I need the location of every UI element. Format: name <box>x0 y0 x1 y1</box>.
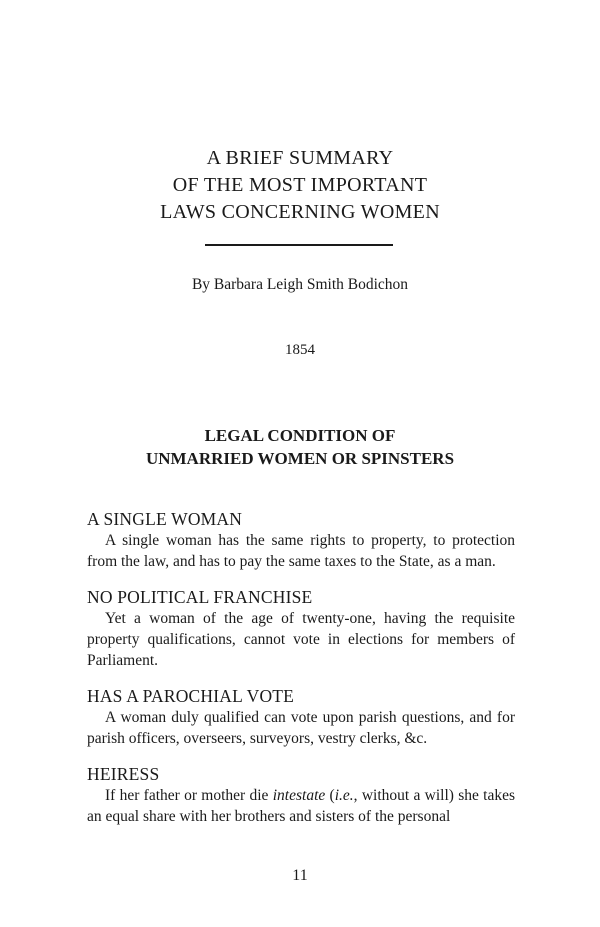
entry-single-woman <box>87 508 515 572</box>
entry-heading: HAS A PAROCHIAL VOTE <box>87 686 295 706</box>
publication-year: 1854 <box>285 342 315 358</box>
entry-parochial-vote <box>87 685 515 749</box>
title-divider <box>205 244 393 246</box>
author-byline: By Barbara Leigh Smith Bodichon <box>191 276 409 293</box>
entry-heading: NO POLITICAL FRANCHISE <box>87 587 313 607</box>
entry-paragraph: A single woman has the same rights to property, to protection from the law, and has to pay the same taxes to the State, as a man. <box>87 532 515 570</box>
section-heading-line-2: UNMARRIED WOMEN OR SPINSTERS <box>145 449 455 468</box>
entry-paragraph: A woman duly qualified can vote upon parish questions, and for parish officers, overseers, surveyors, vestry clerks, &c. <box>87 709 515 747</box>
entry-heading: HEIRESS <box>87 764 160 784</box>
body-text <box>87 508 515 841</box>
entry-paragraph: Yet a woman of the age of twenty-one, having the requisite property qualifications, cannot vote in elections for members of Parliament. <box>87 610 515 669</box>
title-line-1: A BRIEF SUMMARY <box>206 147 394 169</box>
title-line-2: OF THE MOST IMPORTANT <box>172 174 428 196</box>
entry-heading: A SINGLE WOMAN <box>87 509 243 529</box>
entry-heiress <box>87 763 515 827</box>
entry-no-political-franchise <box>87 586 515 671</box>
title-line-3: LAWS CONCERNING WOMEN <box>160 201 440 223</box>
section-heading-line-1: LEGAL CONDITION OF <box>204 426 396 445</box>
italic-term-ie: i.e. <box>334 787 354 804</box>
italic-term-intestate: intestate <box>272 787 326 804</box>
entry-paragraph <box>87 785 515 827</box>
text-segment: , without a will) she takes an equal share with her brothers and sisters of the personal <box>87 787 515 825</box>
page-title <box>0 145 600 226</box>
text-segment: If her father or mother die <box>105 787 273 804</box>
section-heading <box>0 424 600 470</box>
text-segment: ( <box>325 787 335 804</box>
page-number: 11 <box>292 867 308 884</box>
